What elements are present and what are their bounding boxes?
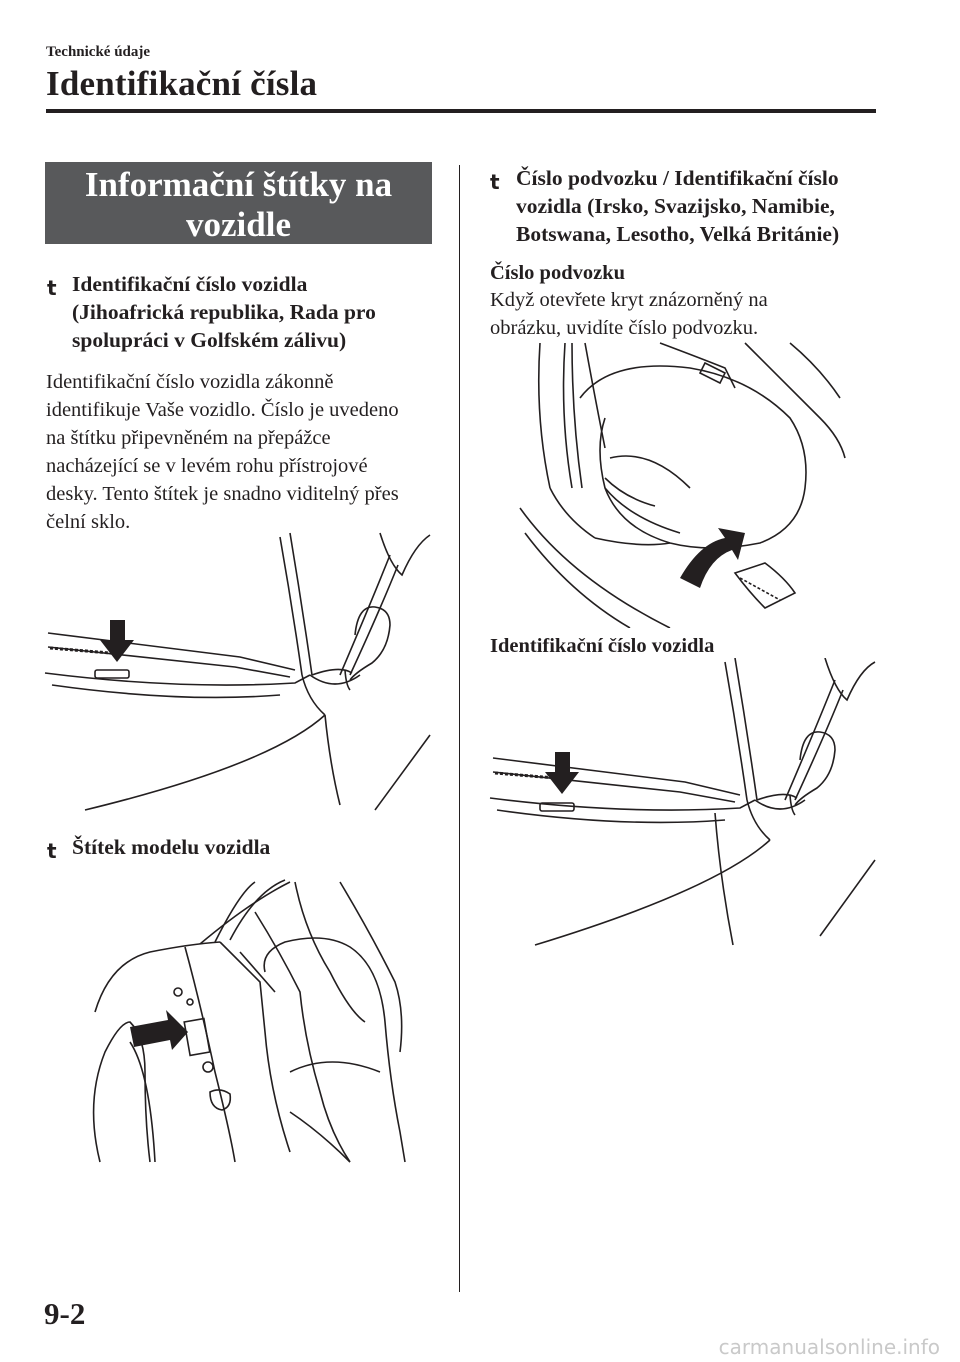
footer-watermark: carmanualsonline.info	[718, 1335, 940, 1359]
heading-line: Botswana, Lesotho, Velká Británie)	[516, 222, 840, 246]
body-line: nacházející se v levém rohu přístrojové	[46, 455, 368, 477]
bullet-marker: t	[47, 839, 57, 863]
section-title-line2: vozidle	[186, 205, 291, 244]
chassis-subheading: Číslo podvozku	[490, 262, 626, 284]
section-title-line1: Informační štítky na	[84, 165, 393, 204]
body-line: čelní sklo.	[46, 511, 131, 533]
heading-line: (Jihoafrická republika, Rada pro	[72, 300, 376, 324]
bullet-marker: t	[47, 276, 57, 300]
section-title-box	[45, 162, 432, 244]
heading-line: vozidla (Irsko, Svazijsko, Namibie,	[516, 194, 835, 218]
bullet-marker: t	[490, 170, 500, 194]
model-plate-illustration	[90, 872, 410, 1167]
vin-description	[46, 368, 399, 536]
vin-heading	[72, 270, 376, 354]
body-line: Identifikační číslo vozidla zákonně	[46, 371, 334, 393]
body-line: identifikuje Vaše vozidlo. Číslo je uvedeno	[46, 399, 399, 421]
model-plate-heading: Štítek modelu vozidla	[72, 835, 271, 859]
body-line: Když otevřete kryt znázorněný na	[490, 289, 768, 311]
chassis-number-heading	[516, 164, 839, 248]
section-label: Technické údaje	[46, 44, 151, 60]
column-divider	[459, 165, 460, 1292]
page-number: 9-2	[44, 1296, 86, 1331]
body-line: na štítku připevněném na přepážce	[46, 427, 331, 449]
body-line: obrázku, uvidíte číslo podvozku.	[490, 317, 759, 339]
windshield-vin-illustration	[40, 525, 440, 820]
vin-subheading: Identifikační číslo vozidla	[490, 635, 715, 657]
heading-line: Identifikační číslo vozidla	[72, 272, 308, 296]
body-line: desky. Tento štítek je snadno viditelný přes	[46, 483, 399, 505]
chassis-cover-illustration	[510, 338, 850, 628]
windshield-vin-illustration-2	[485, 658, 885, 953]
page-title: Identifikační čísla	[46, 64, 318, 103]
chassis-description	[490, 286, 768, 342]
heading-line: Číslo podvozku / Identifikační číslo	[516, 166, 839, 190]
heading-line: spolupráci v Golfském zálivu)	[72, 328, 347, 352]
title-rule	[46, 109, 876, 113]
